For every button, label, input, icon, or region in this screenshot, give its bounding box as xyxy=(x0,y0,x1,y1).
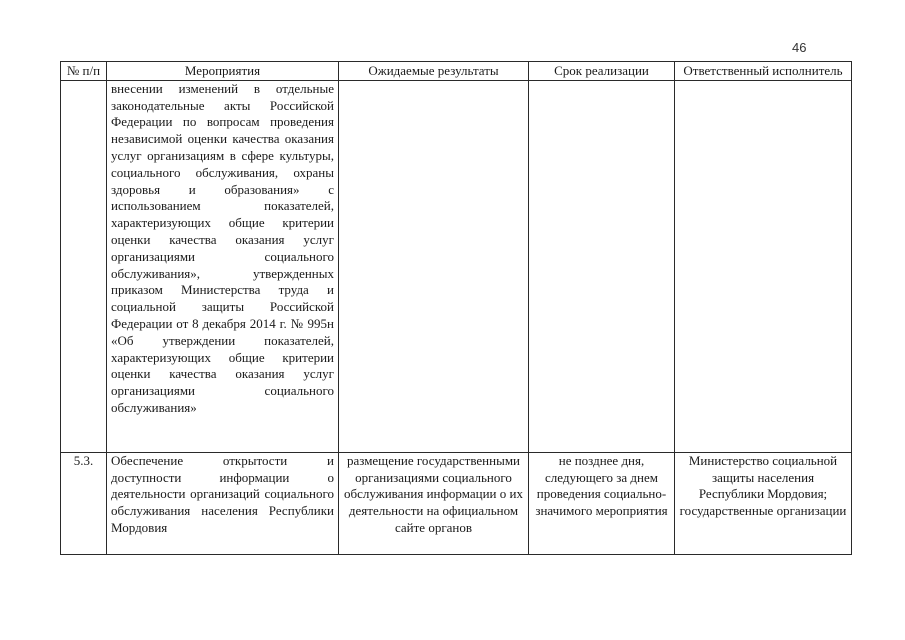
table-header-row xyxy=(61,62,852,81)
cell-result-text: размещение государственными организациями социального обслуживания информации о их деятельности на официальном сайте органов xyxy=(344,452,523,535)
cell-term xyxy=(529,80,675,452)
cell-responsible xyxy=(675,452,852,554)
cell-num-text: 5.3. xyxy=(73,452,94,468)
header-term: Срок реализации xyxy=(529,62,675,81)
header-responsible: Ответственный исполнитель xyxy=(675,62,852,81)
table-row xyxy=(61,452,852,554)
table-row xyxy=(61,80,852,452)
cell-responsible xyxy=(675,80,852,452)
cell-responsible-text: Министерство социальной защиты населения Республики Мордовия; государственные организации xyxy=(679,452,847,519)
cell-num xyxy=(61,80,107,452)
cell-term-text: не позднее дня, следующего за днем проведения социально-значимого мероприятия xyxy=(535,452,668,519)
header-num: № п/п xyxy=(61,62,107,81)
header-event: Мероприятия xyxy=(107,62,339,81)
cell-result xyxy=(339,80,529,452)
activities-table xyxy=(60,61,852,555)
cell-event-text: Обеспечение открытости и доступности информации о деятельности организаций социального обслуживания населения Республики Мордовия xyxy=(111,452,334,535)
cell-event: внесении изменений в отдельные законодательные акты Российской Федерации по вопросам проведения независимой оценки качества оказания услуг организациям в сфере культуры, социального обслуживания, охраны здоровья и образования» с использованием показателей, характеризующих общие критерии оценки качества оказания услуг организациями социального обслуживания», утвержденных приказом Министерства труда и социальной защиты Российской Федерации от 8 декабря 2014 г. № 995н «Об утверждении показателей, характеризующих общие критерии оценки качества оказания услуг организациями социального обслуживания» xyxy=(107,80,339,452)
cell-event xyxy=(107,452,339,554)
cell-result xyxy=(339,452,529,554)
page-number: 46 xyxy=(792,40,807,55)
header-result: Ожидаемые результаты xyxy=(339,62,529,81)
cell-num xyxy=(61,452,107,554)
cell-term xyxy=(529,452,675,554)
